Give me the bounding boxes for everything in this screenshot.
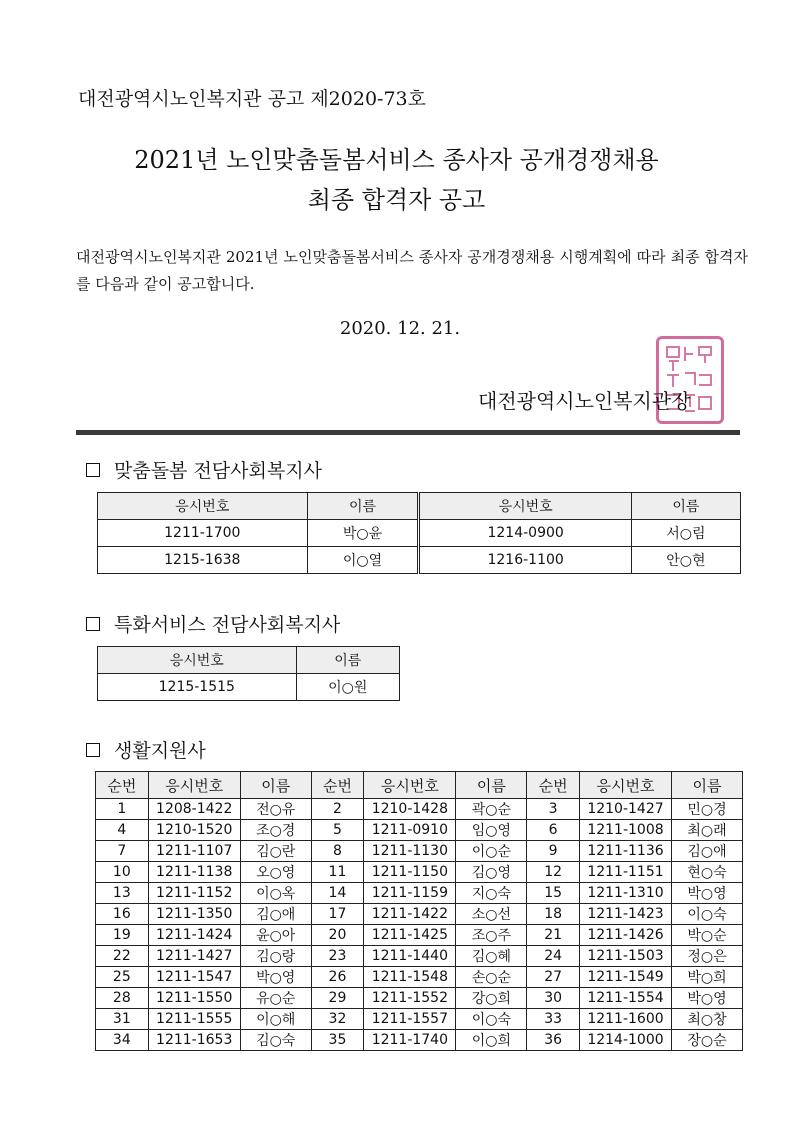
table-cell: 1211-1600 bbox=[579, 1009, 671, 1030]
table-cell: 30 bbox=[527, 988, 580, 1009]
table-cell: 박○희 bbox=[672, 967, 743, 988]
table-row bbox=[98, 674, 400, 701]
table-cell: 1211-0910 bbox=[364, 820, 456, 841]
table-row bbox=[98, 520, 741, 547]
table-cell: 1 bbox=[96, 799, 149, 820]
table-cell: 이○열 bbox=[307, 547, 419, 574]
column-header: 순번 bbox=[311, 772, 364, 799]
table-cell: 민○경 bbox=[672, 799, 743, 820]
table-cell: 김○영 bbox=[456, 862, 527, 883]
table-cell: 25 bbox=[96, 967, 149, 988]
table-cell: 27 bbox=[527, 967, 580, 988]
table-cell: 35 bbox=[311, 1030, 364, 1051]
table-cell: 34 bbox=[96, 1030, 149, 1051]
table-cell: 소○선 bbox=[456, 904, 527, 925]
table-cell: 1210-1427 bbox=[579, 799, 671, 820]
table-cell: 조○주 bbox=[456, 925, 527, 946]
table-row bbox=[96, 904, 743, 925]
table-row bbox=[96, 799, 743, 820]
table-cell: 1211-1423 bbox=[579, 904, 671, 925]
column-header: 응시번호 bbox=[148, 772, 240, 799]
section-heading-care-social-worker bbox=[86, 456, 322, 483]
table-cell: 1211-1547 bbox=[148, 967, 240, 988]
table-cell: 김○숙 bbox=[240, 1030, 311, 1051]
table-cell: 15 bbox=[527, 883, 580, 904]
table-header-row bbox=[96, 772, 743, 799]
table-header-row bbox=[98, 647, 400, 674]
table-cell: 1210-1428 bbox=[364, 799, 456, 820]
table-cell: 8 bbox=[311, 841, 364, 862]
table-cell: 최○래 bbox=[672, 820, 743, 841]
table-cell: 21 bbox=[527, 925, 580, 946]
column-header: 이름 bbox=[456, 772, 527, 799]
table-cell: 1211-1440 bbox=[364, 946, 456, 967]
table-cell: 김○애 bbox=[672, 841, 743, 862]
table-cell: 박○순 bbox=[672, 925, 743, 946]
care-social-worker-table bbox=[97, 492, 741, 574]
table-cell: 18 bbox=[527, 904, 580, 925]
column-header: 응시번호 bbox=[364, 772, 456, 799]
table-cell: 28 bbox=[96, 988, 149, 1009]
table-cell: 1215-1638 bbox=[98, 547, 308, 574]
table-cell: 박○윤 bbox=[307, 520, 419, 547]
table-cell: 1211-1557 bbox=[364, 1009, 456, 1030]
table-cell: 이○희 bbox=[456, 1030, 527, 1051]
table-cell: 손○순 bbox=[456, 967, 527, 988]
table-cell: 1211-1136 bbox=[579, 841, 671, 862]
section-heading-special-service-social-worker bbox=[86, 610, 340, 637]
table-cell: 오○영 bbox=[240, 862, 311, 883]
table-cell: 1211-1350 bbox=[148, 904, 240, 925]
table-cell: 이○원 bbox=[296, 674, 399, 701]
table-cell: 윤○아 bbox=[240, 925, 311, 946]
table-cell: 1211-1425 bbox=[364, 925, 456, 946]
table-cell: 이○해 bbox=[240, 1009, 311, 1030]
table-cell: 16 bbox=[96, 904, 149, 925]
table-cell: 20 bbox=[311, 925, 364, 946]
table-row bbox=[96, 841, 743, 862]
section-heading-text: 생활지원사 bbox=[114, 740, 206, 762]
section-heading-text: 맞춤돌봄 전담사회복지사 bbox=[114, 460, 322, 482]
table-cell: 2 bbox=[311, 799, 364, 820]
table-cell: 1211-1150 bbox=[364, 862, 456, 883]
table-cell: 6 bbox=[527, 820, 580, 841]
table-cell: 박○영 bbox=[672, 883, 743, 904]
table-cell: 1211-1008 bbox=[579, 820, 671, 841]
table-cell: 1211-1700 bbox=[98, 520, 308, 547]
table-cell: 4 bbox=[96, 820, 149, 841]
table-cell: 1211-1552 bbox=[364, 988, 456, 1009]
table-cell: 1211-1550 bbox=[148, 988, 240, 1009]
table-cell: 31 bbox=[96, 1009, 149, 1030]
table-cell: 지○숙 bbox=[456, 883, 527, 904]
table-cell: 10 bbox=[96, 862, 149, 883]
table-cell: 1211-1151 bbox=[579, 862, 671, 883]
table-cell: 29 bbox=[311, 988, 364, 1009]
intro-paragraph: 대전광역시노인복지관 2021년 노인맞춤돌봄서비스 종사자 공개경쟁채용 시행계획에 따라 최종 합격자를 다음과 같이 공고합니다. bbox=[76, 248, 748, 293]
table-cell: 24 bbox=[527, 946, 580, 967]
table-cell: 유○순 bbox=[240, 988, 311, 1009]
table-cell: 17 bbox=[311, 904, 364, 925]
checkbox-icon bbox=[86, 743, 100, 757]
notice-date: 2020. 12. 21. bbox=[339, 318, 461, 339]
table-cell: 1215-1515 bbox=[98, 674, 297, 701]
title-line-1: 2021년 노인맞춤돌봄서비스 종사자 공개경쟁채용 bbox=[134, 146, 659, 174]
table-cell: 1214-1000 bbox=[579, 1030, 671, 1051]
table-cell: 1214-0900 bbox=[419, 520, 631, 547]
column-header: 응시번호 bbox=[579, 772, 671, 799]
table-cell: 1211-1138 bbox=[148, 862, 240, 883]
column-header: 이름 bbox=[672, 772, 743, 799]
table-cell: 강○희 bbox=[456, 988, 527, 1009]
table-row bbox=[98, 547, 741, 574]
table-cell: 김○혜 bbox=[456, 946, 527, 967]
table-cell: 정○은 bbox=[672, 946, 743, 967]
table-cell: 26 bbox=[311, 967, 364, 988]
table-cell: 1211-1424 bbox=[148, 925, 240, 946]
table-cell: 1211-1107 bbox=[148, 841, 240, 862]
table-row bbox=[96, 967, 743, 988]
title-line-2: 최종 합격자 공고 bbox=[307, 186, 486, 214]
table-row bbox=[96, 820, 743, 841]
table-row bbox=[96, 988, 743, 1009]
table-cell: 1208-1422 bbox=[148, 799, 240, 820]
table-cell: 안○현 bbox=[631, 547, 740, 574]
table-cell: 1211-1653 bbox=[148, 1030, 240, 1051]
section-heading-text: 특화서비스 전담사회복지사 bbox=[114, 614, 341, 636]
table-cell: 11 bbox=[311, 862, 364, 883]
column-header: 순번 bbox=[527, 772, 580, 799]
checkbox-icon bbox=[86, 617, 100, 631]
table-cell: 1211-1152 bbox=[148, 883, 240, 904]
column-header: 이름 bbox=[307, 493, 419, 520]
column-header: 이름 bbox=[296, 647, 399, 674]
table-cell: 전○유 bbox=[240, 799, 311, 820]
table-cell: 1211-1555 bbox=[148, 1009, 240, 1030]
table-cell: 박○영 bbox=[672, 988, 743, 1009]
checkbox-icon bbox=[86, 463, 100, 477]
table-cell: 이○순 bbox=[456, 841, 527, 862]
table-cell: 조○경 bbox=[240, 820, 311, 841]
section-divider bbox=[76, 430, 740, 435]
table-cell: 32 bbox=[311, 1009, 364, 1030]
table-cell: 현○숙 bbox=[672, 862, 743, 883]
life-support-worker-table-body bbox=[96, 799, 743, 1051]
life-support-worker-table bbox=[95, 771, 743, 1051]
table-cell: 19 bbox=[96, 925, 149, 946]
table-cell: 김○랑 bbox=[240, 946, 311, 967]
table-cell: 9 bbox=[527, 841, 580, 862]
table-cell: 1211-1740 bbox=[364, 1030, 456, 1051]
table-cell: 1211-1427 bbox=[148, 946, 240, 967]
table-cell: 1211-1310 bbox=[579, 883, 671, 904]
section-heading-life-support-worker bbox=[86, 736, 206, 763]
table-cell: 1211-1159 bbox=[364, 883, 456, 904]
table-cell: 1211-1554 bbox=[579, 988, 671, 1009]
table-row bbox=[96, 946, 743, 967]
table-header-row bbox=[98, 493, 741, 520]
notice-number: 대전광역시노인복지관 공고 제2020-73호 bbox=[78, 88, 426, 110]
column-header: 응시번호 bbox=[98, 493, 308, 520]
table-cell: 임○영 bbox=[456, 820, 527, 841]
table-row bbox=[96, 1009, 743, 1030]
table-cell: 5 bbox=[311, 820, 364, 841]
table-cell: 곽○순 bbox=[456, 799, 527, 820]
column-header: 이름 bbox=[240, 772, 311, 799]
table-row bbox=[96, 862, 743, 883]
table-cell: 1211-1422 bbox=[364, 904, 456, 925]
table-cell: 22 bbox=[96, 946, 149, 967]
table-cell: 12 bbox=[527, 862, 580, 883]
table-cell: 1211-1426 bbox=[579, 925, 671, 946]
table-cell: 이○숙 bbox=[672, 904, 743, 925]
table-cell: 김○란 bbox=[240, 841, 311, 862]
table-cell: 14 bbox=[311, 883, 364, 904]
table-cell: 김○애 bbox=[240, 904, 311, 925]
column-header: 응시번호 bbox=[98, 647, 297, 674]
table-cell: 33 bbox=[527, 1009, 580, 1030]
table-cell: 36 bbox=[527, 1030, 580, 1051]
table-cell: 서○림 bbox=[631, 520, 740, 547]
table-cell: 이○옥 bbox=[240, 883, 311, 904]
table-row bbox=[96, 925, 743, 946]
table-row bbox=[96, 1030, 743, 1051]
table-cell: 3 bbox=[527, 799, 580, 820]
table-cell: 1211-1548 bbox=[364, 967, 456, 988]
table-cell: 이○숙 bbox=[456, 1009, 527, 1030]
table-cell: 1211-1503 bbox=[579, 946, 671, 967]
table-row bbox=[96, 883, 743, 904]
table-cell: 1210-1520 bbox=[148, 820, 240, 841]
table-cell: 7 bbox=[96, 841, 149, 862]
table-cell: 13 bbox=[96, 883, 149, 904]
table-cell: 1211-1130 bbox=[364, 841, 456, 862]
table-cell: 최○창 bbox=[672, 1009, 743, 1030]
special-service-social-worker-table bbox=[97, 646, 400, 701]
table-cell: 1216-1100 bbox=[419, 547, 631, 574]
table-cell: 23 bbox=[311, 946, 364, 967]
column-header: 순번 bbox=[96, 772, 149, 799]
table-cell: 1211-1549 bbox=[579, 967, 671, 988]
column-header: 응시번호 bbox=[419, 493, 631, 520]
table-cell: 장○순 bbox=[672, 1030, 743, 1051]
table-cell: 박○영 bbox=[240, 967, 311, 988]
column-header: 이름 bbox=[631, 493, 740, 520]
signature-line: 대전광역시노인복지관장 bbox=[478, 389, 691, 413]
